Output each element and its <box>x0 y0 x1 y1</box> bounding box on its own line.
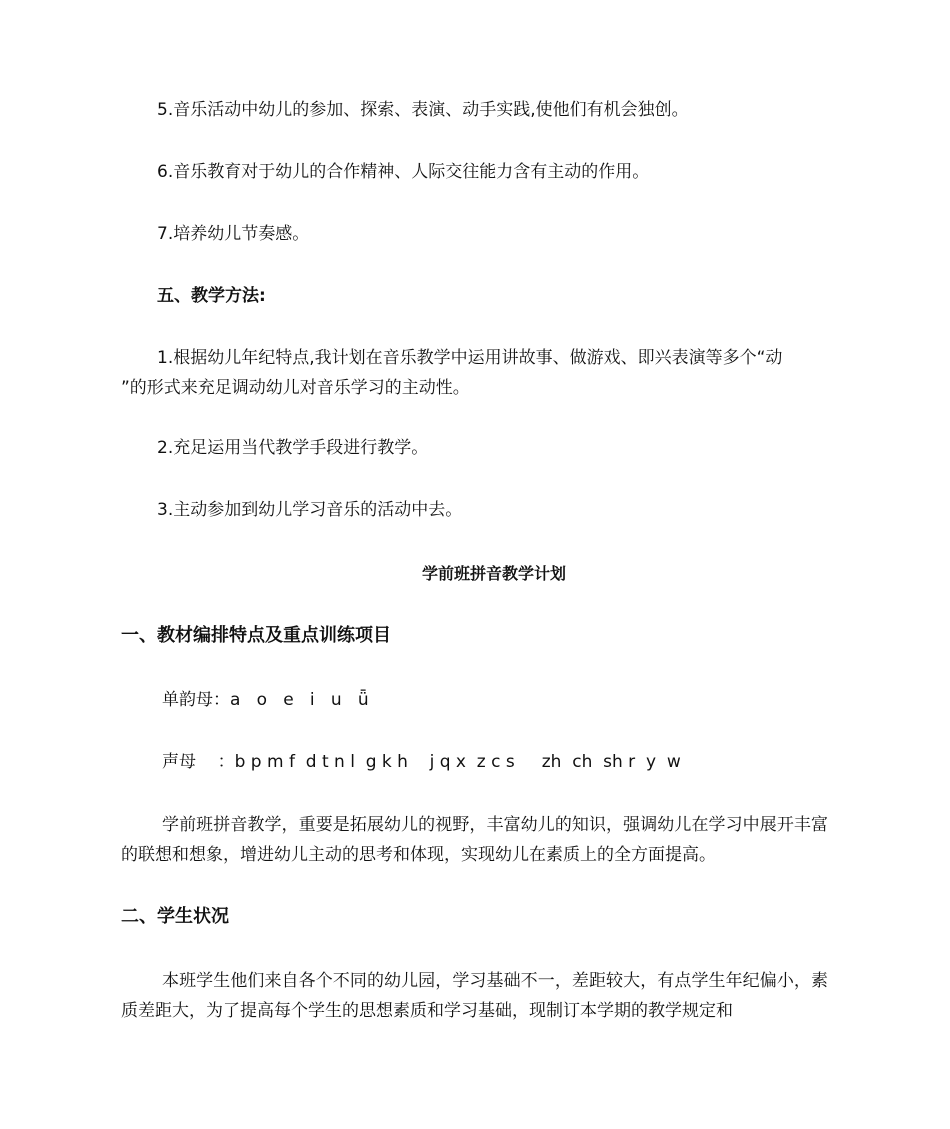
paragraph-item-6: 6.音乐教育对于幼儿的合作精神、人际交往能力含有主动的作用。 <box>157 162 650 182</box>
finals-line: 单韵母：a o e i u ǖ <box>162 690 369 710</box>
section-heading-students: 二、学生状况 <box>121 906 229 927</box>
section-heading-textbook: 一、教材编排特点及重点训练项目 <box>121 625 391 646</box>
students-paragraph: 本班学生他们来自各个不同的幼儿园，学习基础不一，差距较大，有点学生年纪偏小，素质差距大，为了提高每个学生的思想素质和学习基础，现制订本学期的教学规定和 <box>121 971 828 1021</box>
method-item-2: 2.充足运用当代教学手段进行教学。 <box>157 438 429 458</box>
plan-title: 学前班拼音教学计划 <box>421 564 566 583</box>
paragraph-item-7: 7.培养幼儿节奏感。 <box>157 224 310 244</box>
method-item-3: 3.主动参加到幼儿学习音乐的活动中去。 <box>157 500 463 520</box>
intro-paragraph: 学前班拼音教学，重要是拓展幼儿的视野，丰富幼儿的知识，强调幼儿在学习中展开丰富的联想和想象，增进幼儿主动的思考和体现，实现幼儿在素质上的全方面提高。 <box>121 815 828 865</box>
section-heading-methods: 五、教学方法: <box>157 286 266 306</box>
initials-line: 声母 ：b p m f d t n l g k h j q x z c s zh ch sh r y w <box>162 752 681 772</box>
method-item-1-line-1: 1.根据幼儿年纪特点,我计划在音乐教学中运用讲故事、做游戏、即兴表演等多个“动 <box>157 348 783 368</box>
paragraph-item-5: 5.音乐活动中幼儿的参加、探索、表演、动手实践,使他们有机会独创。 <box>157 100 689 120</box>
method-item-1-line-2: ”的形式来充足调动幼儿对音乐学习的主动性。 <box>121 378 470 398</box>
